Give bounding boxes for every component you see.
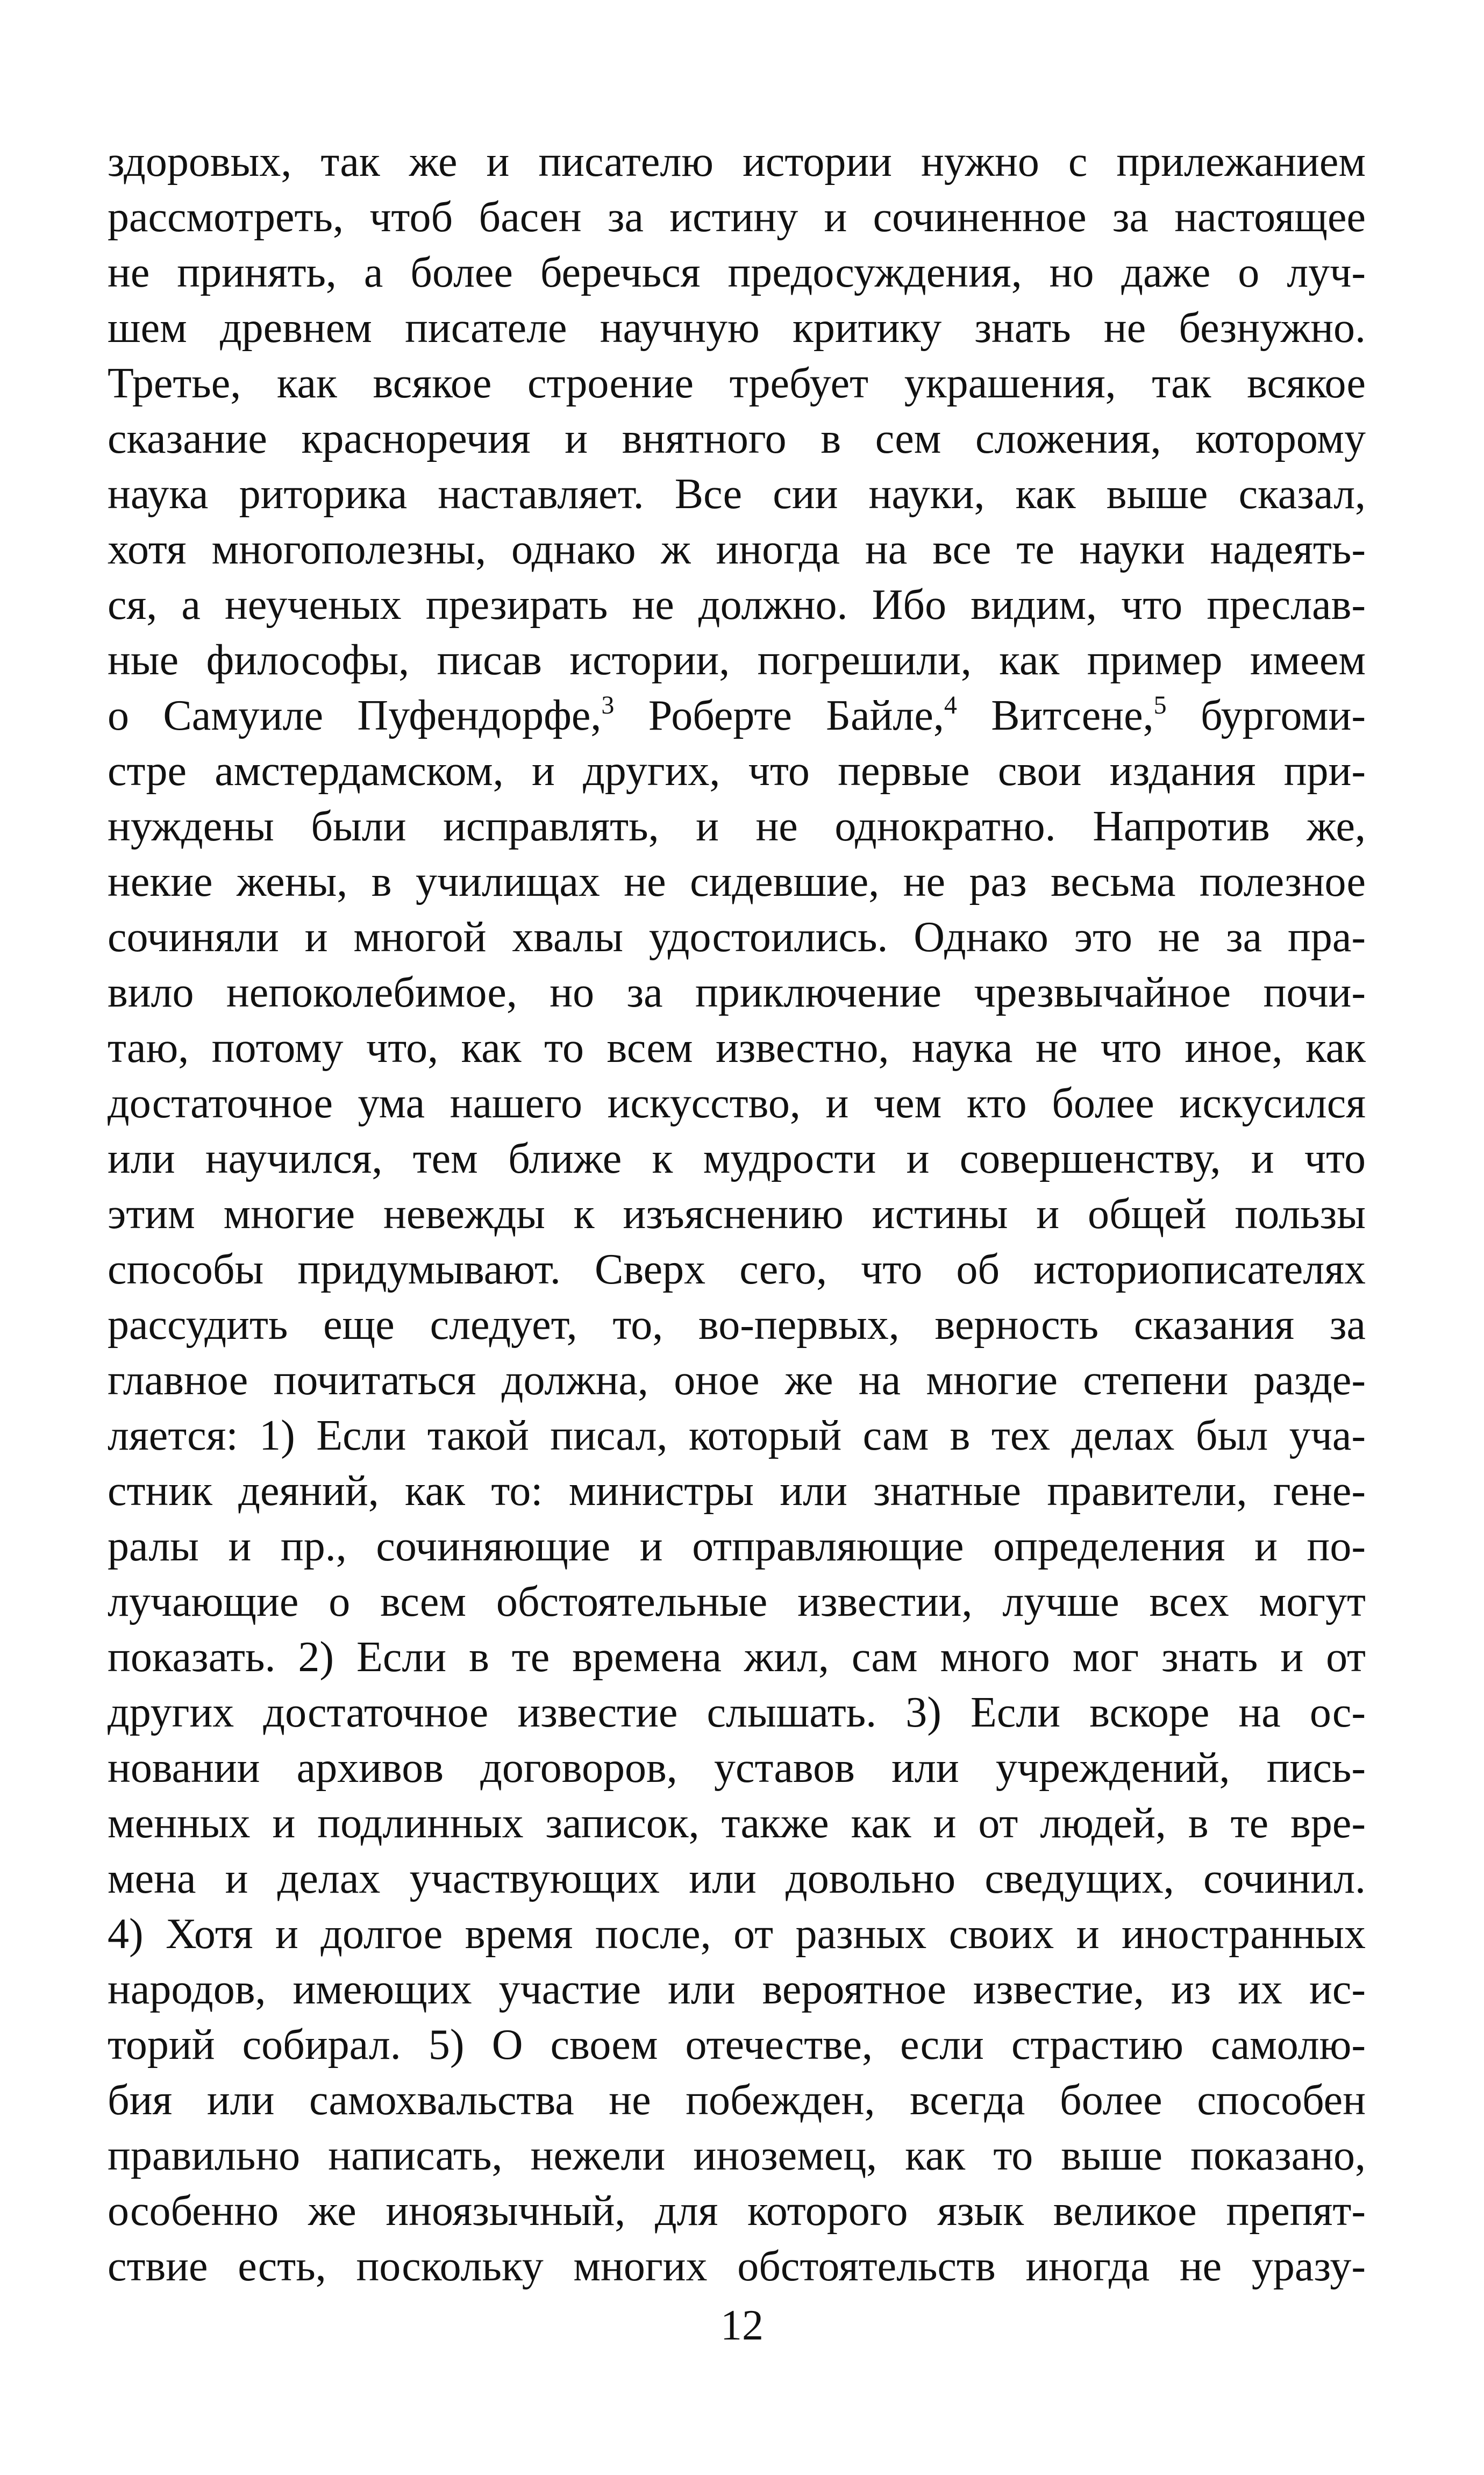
text-line: главное почитаться должна, оное же на многие степени разде- [108,1357,1366,1404]
text-line: бия или самохвальства не побежден, всегда более способен [108,2077,1366,2124]
text-line-with-footnotes [108,688,1366,744]
text-line: ляется: 1) Если такой писал, который сам в тех делах был уча- [108,1412,1366,1459]
text-line: менных и подлинных записок, также как и от людей, в те вре- [108,1800,1366,1847]
text-line: или научился, тем ближе к мудрости и совершенству, и что [108,1135,1366,1182]
text-line: некие жены, в училищах не сидевшие, не раз весьма полезное [108,858,1366,905]
text-line: мена и делах участвующих или довольно сведущих, сочинил. [108,1855,1366,1902]
text-line: лучающие о всем обстоятельные известии, лучше всех могут [108,1578,1366,1625]
text-line: правильно написать, нежели иноземец, как то выше показано, [108,2132,1366,2179]
text-line: таю, потому что, как то всем известно, наука не что иное, как [108,1024,1366,1072]
text-line: стре амстердамском, и других, что первые свои издания при- [108,747,1366,795]
text-line: ствие есть, поскольку многих обстоятельств иногда не уразу- [108,2243,1366,2290]
text-line: нуждены были исправлять, и не однократно. Напротив же, [108,803,1366,850]
line-segment: Роберте Байле, [614,692,944,739]
text-line: особенно же иноязычный, для которого язык великое препят- [108,2187,1366,2235]
footnote-ref[interactable]: 4 [944,691,957,719]
text-line: вило непоколебимое, но за приключение чрезвычайное почи- [108,969,1366,1016]
footnote-ref[interactable]: 5 [1153,691,1167,719]
text-line: достаточное ума нашего искусство, и чем кто более искусился [108,1080,1366,1127]
line-segment: о Самуиле Пуфендорфе, [108,692,602,739]
text-line: рассудить еще следует, то, во-первых, верность сказания за [108,1301,1366,1349]
text-line: сочиняли и многой хвалы удостоились. Однако это не за пра- [108,914,1366,961]
footnote-ref[interactable]: 3 [601,691,615,719]
text-line: этим многие невежды к изъяснению истины и общей пользы [108,1190,1366,1238]
text-line: торий собирал. 5) О своем отечестве, если страстию самолю- [108,2021,1366,2069]
text-line: стник деяний, как то: министры или знатные правители, гене- [108,1467,1366,1515]
text-line: показать. 2) Если в те времена жил, сам много мог знать и от [108,1634,1366,1681]
text-line: ся, а неученых презирать не должно. Ибо видим, что преслав- [108,581,1366,629]
text-line: сказание красноречия и внятного в сем сложения, которому [108,415,1366,462]
text-line: не принять, а более беречься предосуждения, но даже о луч- [108,249,1366,296]
page-body [108,134,1366,2294]
line-segment: бургоми- [1166,692,1366,739]
text-line: здоровых, так же и писателю истории нужно с прилежанием [108,138,1366,186]
text-line: других достаточное известие слышать. 3) Если вскоре на ос- [108,1689,1366,1736]
text-line: новании архивов договоров, уставов или учреждений, пись- [108,1744,1366,1792]
text-line: ные философы, писав истории, погрешили, как пример имеем [108,637,1366,684]
text-line: шем древнем писателе научную критику знать не безнужно. [108,304,1366,352]
text-line: Третье, как всякое строение требует украшения, так всякое [108,360,1366,407]
text-line: хотя многополезны, однако ж иногда на все те науки надеять- [108,526,1366,573]
text-line: способы придумывают. Сверх сего, что об историописателях [108,1246,1366,1293]
text-line: народов, имеющих участие или вероятное известие, из их ис- [108,1966,1366,2013]
text-line: 4) Хотя и долгое время после, от разных своих и иностранных [108,1910,1366,1958]
line-segment: Витсене, [957,692,1154,739]
text-line: наука риторика наставляет. Все сии науки, как выше сказал, [108,470,1366,518]
text-line: ралы и пр., сочиняющие и отправляющие определения и по- [108,1523,1366,1570]
page-number: 12 [720,2302,764,2349]
text-line: рассмотреть, чтоб басен за истину и сочиненное за настоящее [108,194,1366,241]
